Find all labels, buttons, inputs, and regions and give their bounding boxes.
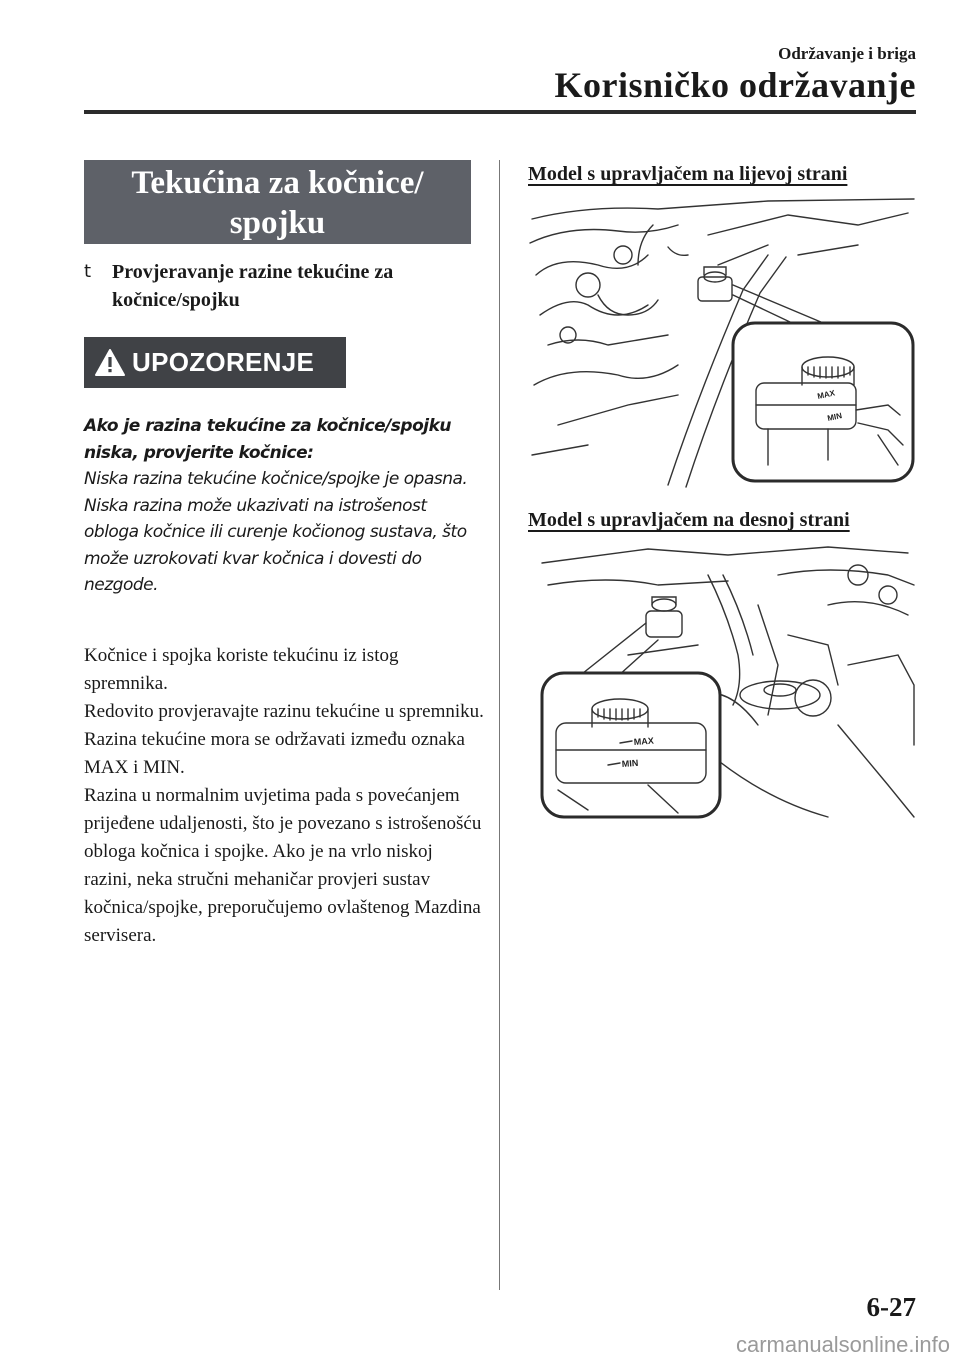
page-number: 6-27 xyxy=(866,1292,916,1322)
left-min-label: MIN xyxy=(826,411,843,423)
header-section: Održavanje i briga xyxy=(778,44,916,63)
body-paragraph-3: Razina u normalnim uvjetima pada s povećanjem prijeđene udaljenosti, što je povezano s istrošenošću obloga kočnica i spojke. Ako je na vrlo niskoj razini, neka stručni mehaničar provjeri sustav kočnica/spojke, preporučujemo ovlaštenog Mazdina servisera. xyxy=(84,785,482,946)
figure-caption-right-hand-drive: Model s upravljačem na desnoj strani xyxy=(528,509,850,531)
left-max-label: MAX xyxy=(816,388,836,401)
section-title-box xyxy=(84,160,471,244)
warning-triangle-icon xyxy=(94,348,126,377)
body-paragraph-1: Kočnice i spojka koriste tekućinu iz istog spremnika. xyxy=(84,645,399,694)
warning-bold-text: Ako je razina tekućine za kočnice/spojku niska, provjerite kočnice: xyxy=(84,416,452,463)
left-hand-drive-reservoir-illustration xyxy=(528,195,918,490)
body-text xyxy=(84,642,484,950)
subheading-text: Provjeravanje razine tekućine za kočnice/spojku xyxy=(112,261,394,311)
header-title: Korisničko održavanje xyxy=(554,65,916,105)
warning-label: UPOZORENJE xyxy=(132,347,315,377)
right-hand-drive-reservoir-illustration xyxy=(528,545,918,820)
right-min-label: MIN xyxy=(621,757,639,769)
figure-caption-left-hand-drive: Model s upravljačem na lijevoj strani xyxy=(528,163,848,185)
body-paragraph-2: Redovito provjeravajte razinu tekućine u spremniku. Razina tekućine mora se održavati između oznaka MAX i MIN. xyxy=(84,701,484,778)
section-title-line1: Tekućina za kočnice/ xyxy=(131,165,424,201)
section-title-line2: spojku xyxy=(229,205,326,241)
warning-text xyxy=(84,413,484,599)
warning-body-text: Niska razina tekućine kočnice/spojke je opasna. Niska razina može ukazivati na istrošenost obloga kočnice ili curenje kočionog sustava, što može uzrokovati kvar kočnica i dovesti do nezgode. xyxy=(84,469,468,595)
column-divider xyxy=(499,160,500,1290)
subheading-bullet: t xyxy=(84,261,92,282)
watermark: carmanualsonline.info xyxy=(735,1332,950,1357)
header-rule xyxy=(84,110,916,114)
right-max-label: MAX xyxy=(633,735,655,747)
subheading xyxy=(84,258,484,314)
warning-badge xyxy=(84,337,346,388)
